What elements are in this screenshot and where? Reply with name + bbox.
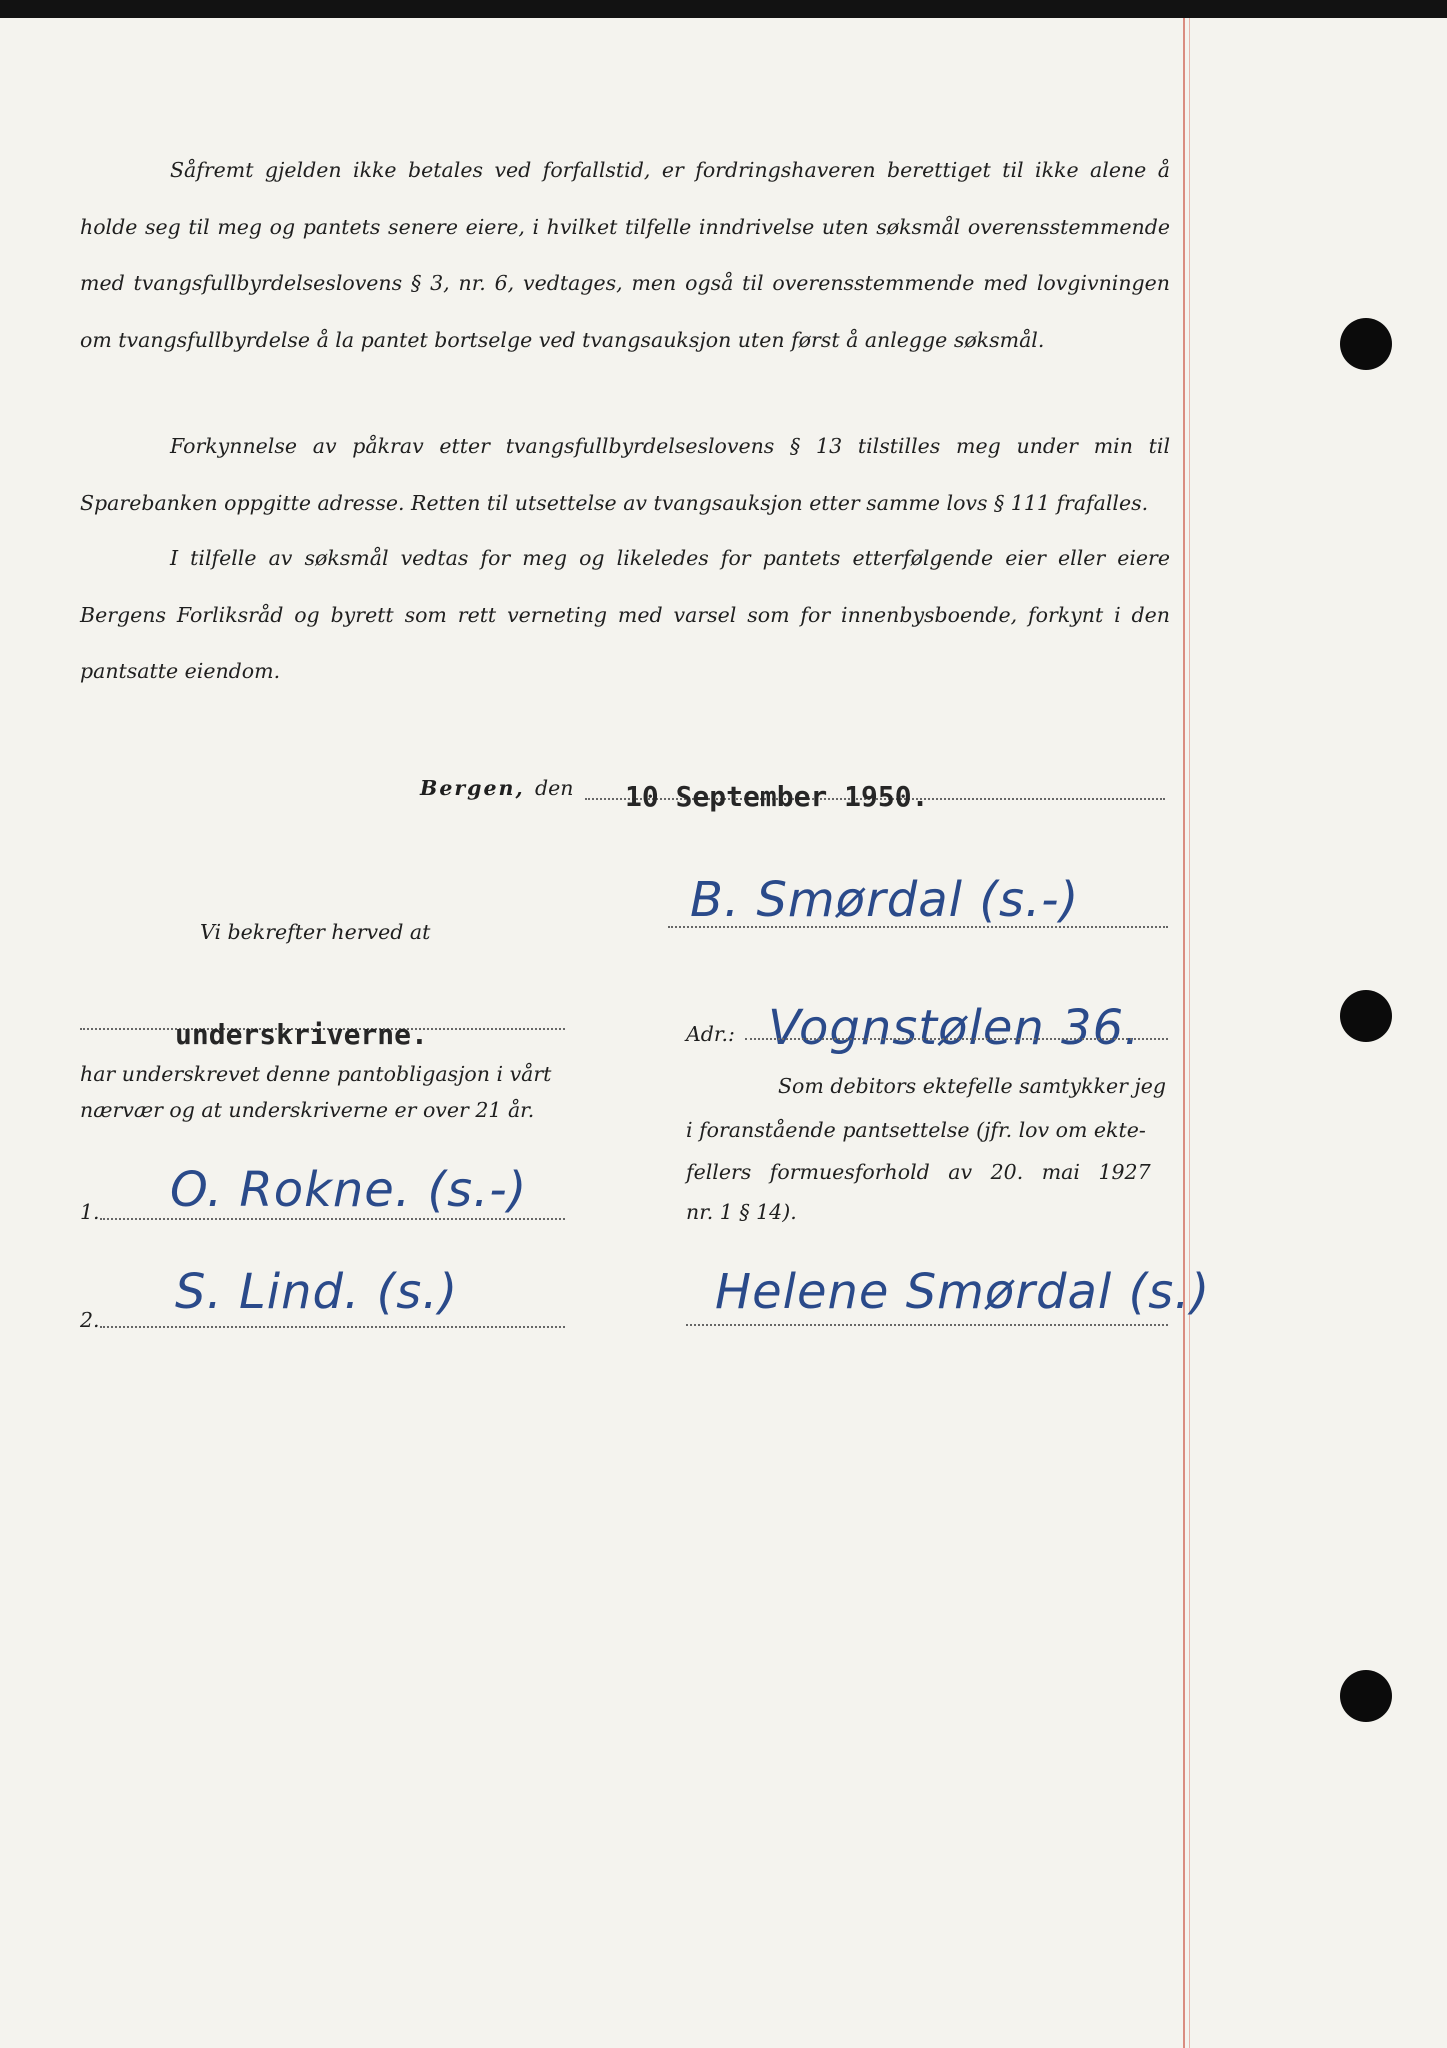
witness-rule-1 [100, 1218, 565, 1220]
witness-subject: underskriverne. [175, 1018, 428, 1051]
clause-notice: Forkynnelse av påkrav etter tvangsfullbyrdelseslovens § 13 tilstilles meg under min til Sparebanken oppgitte adresse. Retten til utsettelse av tvangsauksjon etter samme lovs § 111 frafalles. [80, 434, 1170, 515]
witness-line2: nærvær og at underskriverne er over 21 år. [80, 1098, 535, 1122]
address-label: Adr.: [686, 1022, 735, 1046]
dateline-den: den [535, 776, 574, 800]
spouse-signature: Helene Smørdal (s.) [715, 1264, 1211, 1320]
punch-hole-icon [1340, 1670, 1392, 1722]
scan-top-border [0, 0, 1447, 18]
spouse-signature-rule [686, 1324, 1168, 1326]
signature-rule [668, 926, 1168, 928]
witness-num-2: 2. [80, 1308, 100, 1332]
spouse-line2: i foranstående pantsettelse (jfr. lov om ekte- [686, 1118, 1146, 1142]
clause-venue: I tilfelle av søksmål vedtas for meg og likeledes for pantets etterfølgende eier eller eiere Bergens Forliksråd og byrett som rett verneting med varsel som for innenbysboende, forkynt i den pantsatte eiendom. [80, 546, 1170, 683]
witness-signature-1: O. Rokne. (s.-) [170, 1162, 528, 1218]
margin-rule-secondary [1189, 18, 1190, 2048]
spouse-line4: nr. 1 § 14). [686, 1200, 797, 1224]
punch-hole-icon [1340, 990, 1392, 1042]
address-handwritten: Vognstølen 36. [768, 1000, 1141, 1056]
margin-rule [1183, 18, 1185, 2048]
dateline-date: 10 September 1950. [625, 780, 929, 813]
witness-signature-2: S. Lind. (s.) [175, 1264, 459, 1320]
witness-num-1: 1. [80, 1200, 100, 1224]
spouse-line3: fellers formuesforhold av 20. mai 1927 [686, 1160, 1151, 1184]
spouse-line1: Som debitors ektefelle samtykker jeg [778, 1074, 1166, 1098]
witness-intro: Vi bekrefter herved at [200, 920, 431, 944]
debtor-signature: B. Smørdal (s.-) [690, 872, 1080, 928]
witness-line1: har underskrevet denne pantobligasjon i vårt [80, 1062, 552, 1086]
clause-enforcement: Såfremt gjelden ikke betales ved forfallstid, er fordringshaveren berettiget til ikke alene å holde seg til meg og pantets senere eiere, i hvilket tilfelle inndrivelse uten søksmål overensstemmende med tvangsfullbyrdelseslovens § 3, nr. 6, vedtages, men også til overensstemmende med lovgivningen om tvangsfullbyrdelse å la pantet bortselge ved tvangsauksjon uten først å anlegge søksmål. [80, 158, 1170, 352]
address-rule [745, 1038, 1168, 1040]
witness-rule-2 [100, 1326, 565, 1328]
dateline-place: Bergen, [420, 776, 525, 800]
punch-hole-icon [1340, 318, 1392, 370]
